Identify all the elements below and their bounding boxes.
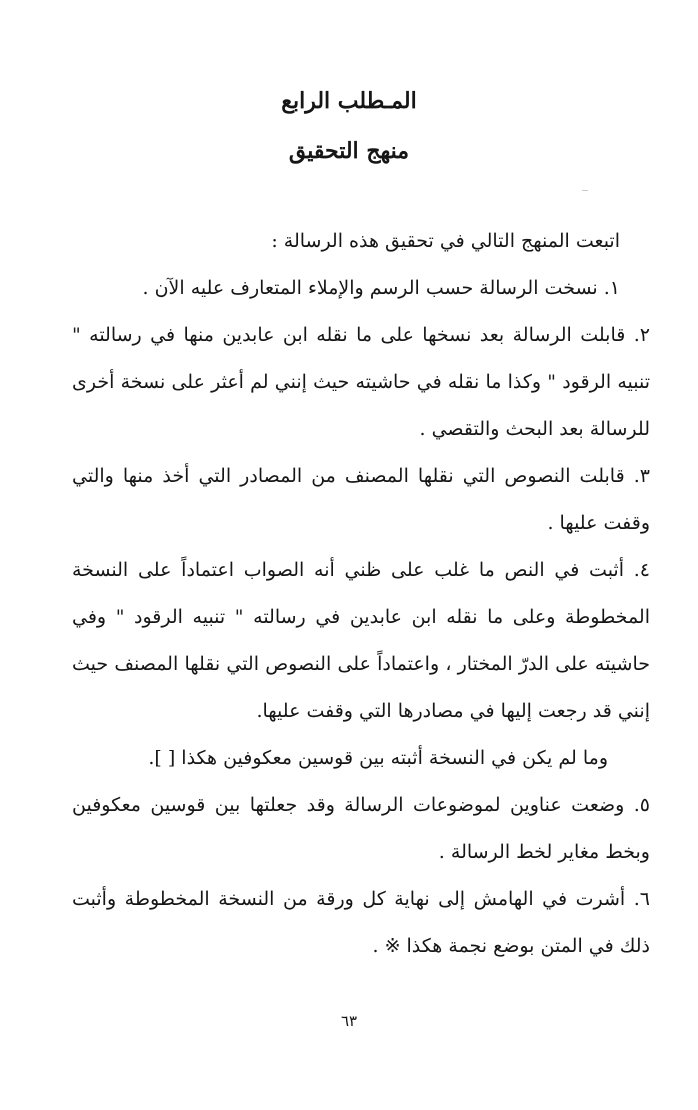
list-item-5: ٥. وضعت عناوين لموضوعات الرسالة وقد جعلتها بين قوسين معكوفين وبخط مغاير لخط الرسالة .	[72, 794, 650, 863]
list-item-2: ٢. قابلت الرسالة بعد نسخها على ما نقله ابن عابدين منها في رسالته " تنبيه الرقود " وكذا ما نقله في حاشيته حيث إنني لم أعثر على نسخة أخرى للرسالة بعد البحث والتقصي .	[72, 324, 650, 440]
list-item-4-note: وما لم يكن في النسخة أثبته بين قوسين معكوفين هكذا [ ].	[148, 747, 608, 769]
list-item-4: ٤. أثبت في النص ما غلب على ظني أنه الصواب اعتماداً على النسخة المخطوطة وعلى ما نقله ابن عابدين في رسالته " تنبيه الرقود " وفي حاشيته على الدرّ المختار ، واعتماداً على النصوص التي نقلها المصنف حيث إنني قد رجعت إليها في مصادرها التي وقفت عليها.	[72, 559, 650, 722]
body-text	[72, 218, 650, 970]
list-item-1: ١. نسخت الرسالة حسب الرسم والإملاء المتعارف عليه الآن .	[142, 277, 620, 299]
stray-mark	[582, 190, 588, 191]
list-item-6: ٦. أشرت في الهامش إلى نهاية كل ورقة من النسخة المخطوطة وأثبت ذلك في المتن بوضع نجمة هكذا ※ .	[72, 888, 650, 957]
list-item-3: ٣. قابلت النصوص التي نقلها المصنف من المصادر التي أخذ منها والتي وقفت عليها .	[72, 465, 650, 534]
intro-paragraph: اتبعت المنهج التالي في تحقيق هذه الرسالة :	[271, 230, 620, 252]
page-title: منهج التحقيق	[288, 138, 410, 164]
page-number: ٦٣	[340, 1012, 358, 1030]
section-heading: المـطلب الرابع	[281, 88, 417, 114]
